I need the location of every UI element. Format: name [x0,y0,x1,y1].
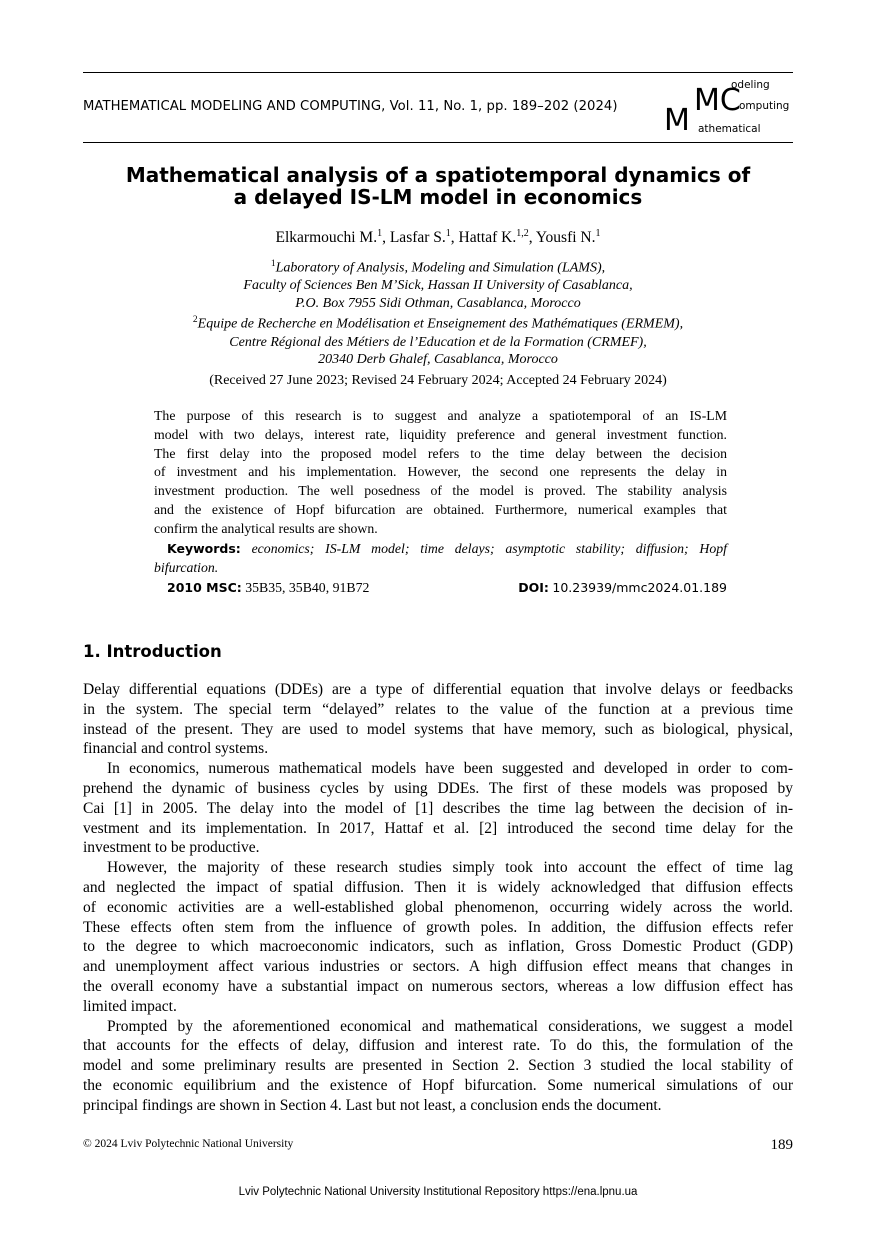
author-affiliation-marker: 1,2 [516,228,529,239]
body-text-line: that accounts for the effects of delay, diffusion and interest rate. To do this, the formulation of the [83,1037,793,1055]
logo-word-omputing: omputing [739,100,790,112]
body-text-line: of economic activities are a well-established global phenomenon, occurring widely across the world. [83,898,793,916]
logo-letter-m: M [664,103,690,138]
body-text-line: These effects often stem from the influence of growth poles. In addition, the diffusion effects refer [83,918,793,936]
body-text-line: Delay differential equations (DDEs) are a type of differential equation that involve delays or feedbacks [83,681,793,698]
affiliation-line: Faculty of Sciences Ben M’Sick, Hassan II University of Casablanca, [243,278,633,294]
affiliation-line: $^1$Laboratory of Analysis, Modeling and Simulation (LAMS), [270,259,606,276]
keywords-text: economics; IS-LM model; time delays; asymptotic stability; diffusion; Hopf [251,541,727,556]
body-text-line: investment to be productive. [83,839,260,857]
abstract-line: The first delay into the proposed model refers to the time delay between the decision [154,445,727,461]
header-top-rule [83,72,793,73]
title-line: a delayed IS-LM model in economics [233,185,643,209]
body-text-line: to the degree to which macroeconomic indicators, such as inflation, Gross Domestic Product (GDP) [83,938,793,956]
msc-label: 2010 MSC: [167,580,242,595]
affiliation-line: P.O. Box 7955 Sidi Othman, Casablanca, Morocco [295,295,581,311]
journal-logo [664,80,794,138]
body-text-line: prehend the dynamic of business cycles by using DDEs. The first of these models was proposed by [83,779,793,797]
body-text-line: instead of the present. They are used to model systems that have memory, such as biological, physical, [83,720,793,738]
doi-link[interactable]: 10.23939/mmc2024.01.189 [552,580,727,595]
affiliations [83,256,793,369]
abstract-line: investment production. The well posedness of the model is proved. The stability analysis [154,483,727,499]
affiliation-line: $^2$Equipe de Recherche en Modélisation et Enseignement des Mathématiques (ERMEM), [192,315,684,333]
doi-label: DOI: [518,580,549,595]
abstract-line: The purpose of this research is to suggest and analyze a spatiotemporal of an IS-LM [154,408,727,423]
received-dates: (Received 27 June 2023; Revised 24 February 2024; Accepted 24 February 2024) [209,373,667,388]
msc-classification [167,580,369,596]
introduction-body [83,680,793,1116]
doi [518,580,727,596]
body-text-line: model and some preliminary results are presented in Section 2. Section 3 studied the local stability of [83,1057,793,1075]
author-affiliation-marker: 1 [445,228,451,239]
body-text-line: in the system. The special term “delayed” relates to the value of the function at a previous time [83,700,793,718]
logo-word-athematical: athematical [698,123,761,135]
page-number: 189 [770,1137,793,1153]
header-bottom-rule [83,142,793,143]
author-name: Yousfi N. [535,229,596,247]
logo-word-odeling: odeling [731,79,770,91]
body-text-line: and unemployment affect various industries or sectors. A high diffusion effect means that changes in [83,958,793,976]
body-text-line: the overall economy have a substantial impact on numerous sectors, whereas a low diffusion effect has [83,977,793,995]
author-name: Lasfar S. [389,229,446,247]
title-line: Mathematical analysis of a spatiotemporal dynamics of [125,163,751,187]
author-list [83,228,793,247]
paper-title [83,164,793,208]
body-text-line: Cai [1] in 2005. The delay into the model of [1] describes the time lag between the decision of in- [83,799,793,817]
author-name: Hattaf K. [458,229,517,247]
copyright-notice: © 2024 Lviv Polytechnic National University [83,1138,294,1150]
body-text-line: limited impact. [83,997,177,1015]
abstract [154,407,727,539]
affiliation-marker: 1 [270,259,276,269]
body-text-line: financial and control systems. [83,740,269,758]
body-text-line: Prompted by the aforementioned economical and mathematical considerations, we suggest a model [107,1017,793,1035]
abstract-line: of investment and his implementation. However, the second one represents the delay in [154,464,727,480]
section-heading: 1. Introduction [83,642,222,661]
body-text-line: principal findings are shown in Section 4. Last but not least, a conclusion ends the document. [83,1096,662,1114]
journal-citation: MATHEMATICAL MODELING AND COMPUTING, Vol. 11, No. 1, pp. 189–202 (2024) [83,99,618,114]
msc-value: 35B35, 35B40, 91B72 [245,580,370,595]
body-text-line: In economics, numerous mathematical models have been suggested and developed in order to com- [107,760,793,778]
affiliation-line: 20340 Derb Ghalef, Casablanca, Morocco [318,352,558,368]
author-name: Elkarmouchi M. [275,229,378,247]
author-affiliation-marker: 1 [595,228,601,239]
keywords [154,540,727,578]
logo-letters-mc: MC [694,83,741,118]
abstract-line: confirm the analytical results are shown. [154,520,378,536]
author-affiliation-marker: 1 [377,228,383,239]
repository-notice: Lviv Polytechnic National University Institutional Repository https://ena.lpnu.ua [238,1186,638,1198]
abstract-line: model with two delays, interest rate, liquidity preference and general investment function. [154,426,727,442]
keywords-text: bifurcation. [154,559,219,575]
abstract-line: and the existence of Hopf bifurcation are obtained. Furthermore, numerical examples that [154,501,727,517]
keywords-label: Keywords: [167,541,241,556]
affiliation-marker: 2 [192,315,198,326]
body-text-line: the economic equilibrium and the existence of Hopf bifurcation. Some numerical simulations of our [83,1076,793,1094]
author-separator: , [450,229,459,247]
body-text-line: However, the majority of these research studies simply took into account the effect of time lag [107,859,793,877]
body-text-line: vestment and its implementation. In 2017, Hattaf et al. [2] introduced the second time delay for the [83,819,793,837]
author-separator: , [528,229,536,247]
affiliation-line: Centre Régional des Métiers de l’Education et de la Formation (CRMEF), [229,334,647,350]
author-separator: , [382,229,390,247]
body-text-line: and neglected the impact of spatial diffusion. Then it is widely acknowledged that diffusion effects [83,878,793,896]
